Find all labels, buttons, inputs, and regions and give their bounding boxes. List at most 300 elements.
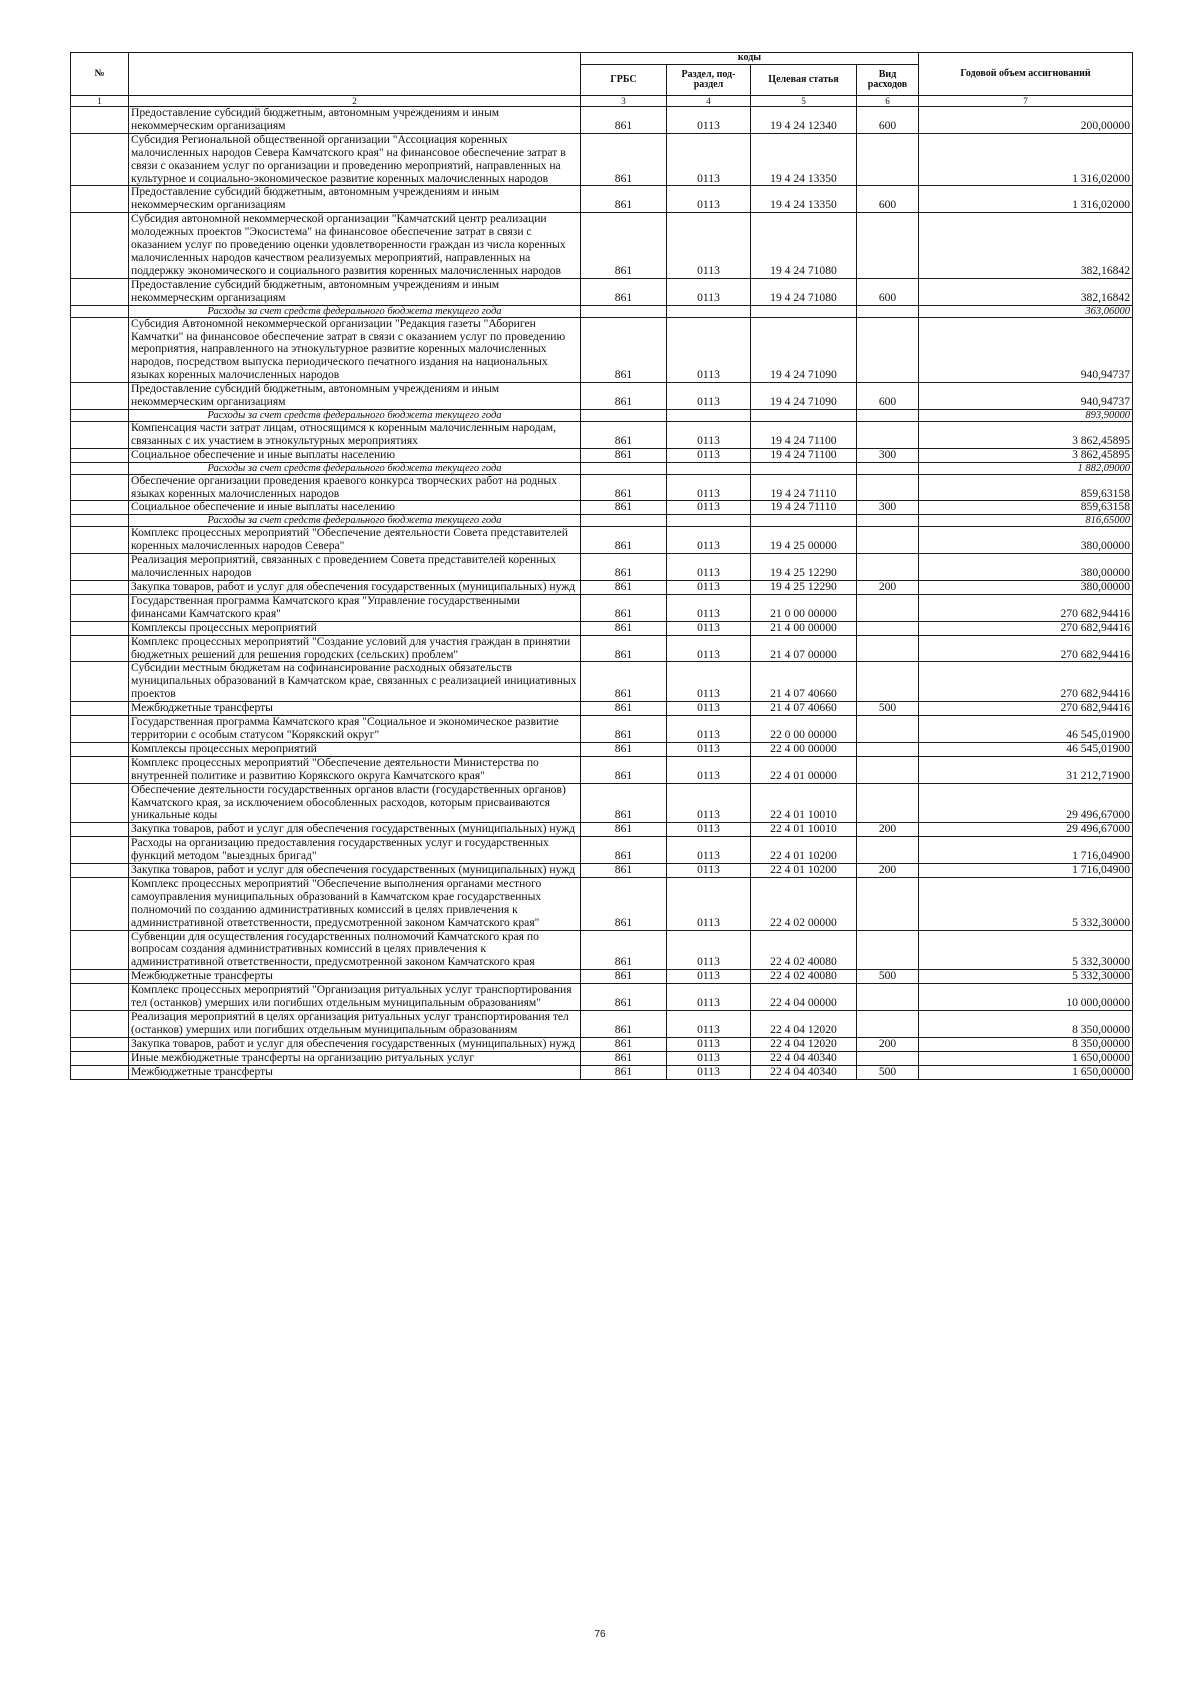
target-article-cell: 22 4 04 40340 <box>751 1051 857 1065</box>
expense-kind-cell: 300 <box>857 501 919 515</box>
expense-kind-cell <box>857 133 919 186</box>
expense-kind-cell: 200 <box>857 1037 919 1051</box>
annual-amount-cell: 3 862,45895 <box>919 448 1133 462</box>
expense-kind-cell <box>857 984 919 1011</box>
header-codes: коды <box>581 53 919 65</box>
annual-amount-cell: 5 332,30000 <box>919 877 1133 930</box>
section-cell: 0113 <box>667 581 751 595</box>
section-cell: 0113 <box>667 864 751 878</box>
row-number-cell <box>71 1011 129 1038</box>
row-description: Комплекс процессных мероприятий "Обеспечение деятельности Министерства по внутренней политике и развитию Корякского округа Камчатского края" <box>129 756 581 783</box>
target-article-cell: 22 4 04 12020 <box>751 1011 857 1038</box>
row-description: Предоставление субсидий бюджетным, автономным учреждениям и иным некоммерческим организациям <box>129 186 581 213</box>
expense-kind-cell: 500 <box>857 1065 919 1079</box>
row-number-cell <box>71 448 129 462</box>
grbs-cell: 861 <box>581 501 667 515</box>
grbs-cell: 861 <box>581 317 667 383</box>
federal-budget-label: Расходы за счет средств федерального бюджета текущего года <box>129 305 581 317</box>
table-row <box>71 186 1133 213</box>
row-description: Предоставление субсидий бюджетным, автономным учреждениям и иным некоммерческим организациям <box>129 107 581 134</box>
budget-table <box>70 52 1133 1080</box>
annual-amount-cell: 382,16842 <box>919 213 1133 279</box>
target-article-cell: 22 0 00 00000 <box>751 716 857 743</box>
grbs-cell: 861 <box>581 213 667 279</box>
grbs-cell: 861 <box>581 474 667 501</box>
grbs-cell: 861 <box>581 823 667 837</box>
expense-kind-cell <box>857 213 919 279</box>
table-row <box>71 133 1133 186</box>
row-description: Субсидия Региональной общественной организации "Ассоциация коренных малочисленных народов Севера Камчатского края" на финансовое обеспечение затрат в связи с оказанием услуг по организации и проведению мероприятий, направленных на культурное и социально-экономическое развитие коренных малочисленных народов <box>129 133 581 186</box>
row-number-cell <box>71 970 129 984</box>
annual-amount-cell: 8 350,00000 <box>919 1011 1133 1038</box>
row-number-cell <box>71 581 129 595</box>
annual-amount-cell: 1 650,00000 <box>919 1065 1133 1079</box>
grbs-cell: 861 <box>581 107 667 134</box>
section-cell: 0113 <box>667 823 751 837</box>
row-description: Социальное обеспечение и иные выплаты населению <box>129 448 581 462</box>
row-description: Компенсация части затрат лицам, относящимся к коренным малочисленным народам, связанных с их участием в этнокультурных мероприятиях <box>129 421 581 448</box>
section-cell: 0113 <box>667 716 751 743</box>
section-cell: 0113 <box>667 930 751 970</box>
grbs-cell: 861 <box>581 448 667 462</box>
table-row <box>71 421 1133 448</box>
annual-amount-cell: 29 496,67000 <box>919 783 1133 823</box>
target-article-cell: 21 4 07 40660 <box>751 662 857 702</box>
section-cell <box>667 515 751 527</box>
section-cell: 0113 <box>667 1011 751 1038</box>
row-number-cell <box>71 317 129 383</box>
section-cell: 0113 <box>667 213 751 279</box>
federal-budget-row <box>71 462 1133 474</box>
federal-budget-amount: 363,06000 <box>919 305 1133 317</box>
target-article-cell <box>751 409 857 421</box>
header-index-cell: 2 <box>129 96 581 107</box>
annual-amount-cell: 382,16842 <box>919 278 1133 305</box>
target-article-cell: 22 4 01 10010 <box>751 783 857 823</box>
annual-amount-cell: 5 332,30000 <box>919 970 1133 984</box>
grbs-cell: 861 <box>581 1011 667 1038</box>
grbs-cell: 861 <box>581 702 667 716</box>
table-row <box>71 474 1133 501</box>
table-row <box>71 383 1133 410</box>
table-row <box>71 278 1133 305</box>
annual-amount-cell: 940,94737 <box>919 383 1133 410</box>
expense-kind-cell <box>857 877 919 930</box>
expense-kind-cell <box>857 783 919 823</box>
section-cell <box>667 305 751 317</box>
expense-kind-cell <box>857 930 919 970</box>
row-number-cell <box>71 823 129 837</box>
row-number-cell <box>71 662 129 702</box>
annual-amount-cell: 380,00000 <box>919 527 1133 554</box>
row-number-cell <box>71 756 129 783</box>
annual-amount-cell: 46 545,01900 <box>919 742 1133 756</box>
target-article-cell: 19 4 24 71080 <box>751 278 857 305</box>
table-row <box>71 635 1133 662</box>
section-cell: 0113 <box>667 421 751 448</box>
row-description: Субвенции для осуществления государственных полномочий Камчатского края по вопросам создания административных комиссий в целях привлечения к административной ответственности, предусмотренной законом Камчатского края <box>129 930 581 970</box>
grbs-cell: 861 <box>581 594 667 621</box>
grbs-cell: 861 <box>581 621 667 635</box>
grbs-cell: 861 <box>581 970 667 984</box>
expense-kind-cell <box>857 515 919 527</box>
table-row <box>71 742 1133 756</box>
grbs-cell: 861 <box>581 635 667 662</box>
row-description: Межбюджетные трансферты <box>129 702 581 716</box>
federal-budget-amount: 893,90000 <box>919 409 1133 421</box>
annual-amount-cell: 10 000,00000 <box>919 984 1133 1011</box>
row-description: Закупка товаров, работ и услуг для обеспечения государственных (муниципальных) нужд <box>129 864 581 878</box>
budget-table-body <box>71 107 1133 1080</box>
header-number: № <box>71 53 129 96</box>
grbs-cell: 861 <box>581 984 667 1011</box>
grbs-cell: 861 <box>581 930 667 970</box>
budget-sheet <box>70 52 1132 1080</box>
table-row <box>71 501 1133 515</box>
row-number-cell <box>71 702 129 716</box>
table-row <box>71 554 1133 581</box>
annual-amount-cell: 270 682,94416 <box>919 621 1133 635</box>
grbs-cell <box>581 409 667 421</box>
row-number-cell <box>71 1065 129 1079</box>
row-description: Межбюджетные трансферты <box>129 1065 581 1079</box>
annual-amount-cell: 46 545,01900 <box>919 716 1133 743</box>
header-target-article: Целевая статья <box>751 65 857 96</box>
section-cell: 0113 <box>667 527 751 554</box>
row-number-cell <box>71 527 129 554</box>
row-number-cell <box>71 877 129 930</box>
row-description: Комплекс процессных мероприятий "Обеспечение деятельности Совета представителей коренных малочисленных народов Севера" <box>129 527 581 554</box>
expense-kind-cell <box>857 716 919 743</box>
grbs-cell: 861 <box>581 1065 667 1079</box>
expense-kind-cell <box>857 409 919 421</box>
row-description: Субсидия автономной некоммерческой организации "Камчатский центр реализации молодежных проектов "Экосистема" на финансовое обеспечение затрат в связи с оказанием услуг по проведению оценки удовлетворенности граждан из числа коренных малочисленных народов качеством реализуемых мероприятий, направленных на поддержку экономического и социального развития коренных малочисленных народов <box>129 213 581 279</box>
table-row <box>71 930 1133 970</box>
table-row <box>71 621 1133 635</box>
row-description: Государственная программа Камчатского края "Управление государственными финансами Камчатского края" <box>129 594 581 621</box>
row-description: Межбюджетные трансферты <box>129 970 581 984</box>
row-number-cell <box>71 864 129 878</box>
row-number-cell <box>71 515 129 527</box>
table-row <box>71 594 1133 621</box>
annual-amount-cell: 3 862,45895 <box>919 421 1133 448</box>
expense-kind-cell: 600 <box>857 107 919 134</box>
federal-budget-row <box>71 409 1133 421</box>
section-cell: 0113 <box>667 837 751 864</box>
row-number-cell <box>71 305 129 317</box>
federal-budget-label: Расходы за счет средств федерального бюджета текущего года <box>129 462 581 474</box>
target-article-cell: 22 4 01 10200 <box>751 837 857 864</box>
expense-kind-cell: 500 <box>857 702 919 716</box>
annual-amount-cell: 1 316,02000 <box>919 186 1133 213</box>
row-description: Комплексы процессных мероприятий <box>129 621 581 635</box>
table-row <box>71 317 1133 383</box>
target-article-cell: 19 4 24 13350 <box>751 186 857 213</box>
expense-kind-cell <box>857 837 919 864</box>
federal-budget-amount: 1 882,09000 <box>919 462 1133 474</box>
annual-amount-cell: 380,00000 <box>919 581 1133 595</box>
row-description: Субсидии местным бюджетам на софинансирование расходных обязательств муниципальных образований в Камчатском крае, связанных с реализацией инициативных проектов <box>129 662 581 702</box>
row-description: Социальное обеспечение и иные выплаты населению <box>129 501 581 515</box>
row-number-cell <box>71 501 129 515</box>
row-description: Государственная программа Камчатского края "Социальное и экономическое развитие территории с особым статусом "Корякский округ" <box>129 716 581 743</box>
target-article-cell: 19 4 24 71100 <box>751 421 857 448</box>
header-row-top <box>71 53 1133 65</box>
row-number-cell <box>71 278 129 305</box>
table-row <box>71 970 1133 984</box>
target-article-cell: 21 4 07 40660 <box>751 702 857 716</box>
annual-amount-cell: 270 682,94416 <box>919 594 1133 621</box>
section-cell: 0113 <box>667 474 751 501</box>
grbs-cell: 861 <box>581 383 667 410</box>
table-row <box>71 702 1133 716</box>
section-cell: 0113 <box>667 1065 751 1079</box>
table-row <box>71 716 1133 743</box>
annual-amount-cell: 859,63158 <box>919 501 1133 515</box>
header-section: Раздел, под-раздел <box>667 65 751 96</box>
header-index-cell: 7 <box>919 96 1133 107</box>
annual-amount-cell: 1 316,02000 <box>919 133 1133 186</box>
annual-amount-cell: 1 650,00000 <box>919 1051 1133 1065</box>
expense-kind-cell <box>857 635 919 662</box>
section-cell: 0113 <box>667 448 751 462</box>
target-article-cell: 21 0 00 00000 <box>751 594 857 621</box>
target-article-cell: 22 4 01 00000 <box>751 756 857 783</box>
target-article-cell: 19 4 24 71110 <box>751 501 857 515</box>
table-row <box>71 877 1133 930</box>
row-number-cell <box>71 621 129 635</box>
target-article-cell: 21 4 07 00000 <box>751 635 857 662</box>
header-index-cell: 3 <box>581 96 667 107</box>
annual-amount-cell: 29 496,67000 <box>919 823 1133 837</box>
row-description: Комплекс процессных мероприятий "Обеспечение выполнения органами местного самоуправления муниципальных образований в Камчатском крае государственных полномочий по созданию административных комиссий в целях привлечения к административной ответственности, предусмотренной законом Камчатского края" <box>129 877 581 930</box>
target-article-cell <box>751 462 857 474</box>
row-description: Иные межбюджетные трансферты на организацию ритуальных услуг <box>129 1051 581 1065</box>
expense-kind-cell <box>857 317 919 383</box>
row-number-cell <box>71 984 129 1011</box>
grbs-cell: 861 <box>581 742 667 756</box>
grbs-cell: 861 <box>581 581 667 595</box>
expense-kind-cell <box>857 662 919 702</box>
table-row <box>71 1011 1133 1038</box>
row-description: Реализация мероприятий, связанных с проведением Совета представителей коренных малочисленных народов <box>129 554 581 581</box>
section-cell: 0113 <box>667 383 751 410</box>
expense-kind-cell <box>857 421 919 448</box>
table-row <box>71 823 1133 837</box>
expense-kind-cell <box>857 527 919 554</box>
table-row <box>71 783 1133 823</box>
annual-amount-cell: 31 212,71900 <box>919 756 1133 783</box>
row-number-cell <box>71 383 129 410</box>
header-index-cell: 1 <box>71 96 129 107</box>
expense-kind-cell <box>857 474 919 501</box>
header-index-cell: 5 <box>751 96 857 107</box>
section-cell <box>667 462 751 474</box>
grbs-cell: 861 <box>581 186 667 213</box>
grbs-cell: 861 <box>581 877 667 930</box>
row-description: Обеспечение организации проведения краевого конкурса творческих работ на родных языках коренных малочисленных народов <box>129 474 581 501</box>
expense-kind-cell: 600 <box>857 186 919 213</box>
row-number-cell <box>71 635 129 662</box>
target-article-cell: 19 4 24 71080 <box>751 213 857 279</box>
target-article-cell: 22 4 04 00000 <box>751 984 857 1011</box>
table-row <box>71 662 1133 702</box>
section-cell: 0113 <box>667 317 751 383</box>
grbs-cell <box>581 462 667 474</box>
target-article-cell: 19 4 24 71100 <box>751 448 857 462</box>
target-article-cell: 22 4 01 10010 <box>751 823 857 837</box>
annual-amount-cell: 940,94737 <box>919 317 1133 383</box>
federal-budget-label: Расходы за счет средств федерального бюджета текущего года <box>129 409 581 421</box>
grbs-cell: 861 <box>581 783 667 823</box>
header-index-row <box>71 96 1133 107</box>
target-article-cell: 22 4 02 40080 <box>751 930 857 970</box>
row-number-cell <box>71 1051 129 1065</box>
expense-kind-cell <box>857 462 919 474</box>
row-number-cell <box>71 783 129 823</box>
row-description: Субсидия Автономной некоммерческой организации "Редакция газеты "Абориген Камчатки" на финансовое обеспечение затрат в связи с оказанием услуг по проведению мероприятия, направленного на этнокультурное развитие коренных малочисленных народов, посредством выпуска периодического печатного издания на национальных языках коренных малочисленных народов <box>129 317 581 383</box>
expense-kind-cell <box>857 742 919 756</box>
header-grbs: ГРБС <box>581 65 667 96</box>
target-article-cell: 22 4 04 12020 <box>751 1037 857 1051</box>
expense-kind-cell <box>857 621 919 635</box>
row-description: Комплекс процессных мероприятий "Создание условий для участия граждан в принятии бюджетных решений для решения городских (сельских) проблем" <box>129 635 581 662</box>
row-number-cell <box>71 554 129 581</box>
annual-amount-cell: 1 716,04900 <box>919 864 1133 878</box>
table-row <box>71 984 1133 1011</box>
annual-amount-cell: 270 682,94416 <box>919 662 1133 702</box>
annual-amount-cell: 5 332,30000 <box>919 930 1133 970</box>
section-cell: 0113 <box>667 278 751 305</box>
section-cell: 0113 <box>667 783 751 823</box>
row-number-cell <box>71 462 129 474</box>
section-cell: 0113 <box>667 1037 751 1051</box>
grbs-cell: 861 <box>581 662 667 702</box>
annual-amount-cell: 380,00000 <box>919 554 1133 581</box>
grbs-cell: 861 <box>581 278 667 305</box>
grbs-cell: 861 <box>581 133 667 186</box>
row-description: Закупка товаров, работ и услуг для обеспечения государственных (муниципальных) нужд <box>129 581 581 595</box>
target-article-cell: 21 4 00 00000 <box>751 621 857 635</box>
target-article-cell: 19 4 25 12290 <box>751 581 857 595</box>
expense-kind-cell: 300 <box>857 448 919 462</box>
table-row <box>71 448 1133 462</box>
header-index-cell: 4 <box>667 96 751 107</box>
table-row <box>71 581 1133 595</box>
row-description: Закупка товаров, работ и услуг для обеспечения государственных (муниципальных) нужд <box>129 1037 581 1051</box>
row-number-cell <box>71 837 129 864</box>
grbs-cell <box>581 305 667 317</box>
row-description: Обеспечение деятельности государственных органов власти (государственных органов) Камчатского края, за исключением обособленных расходов, которым присваиваются уникальные коды <box>129 783 581 823</box>
grbs-cell: 861 <box>581 756 667 783</box>
table-row <box>71 1037 1133 1051</box>
target-article-cell: 22 4 02 00000 <box>751 877 857 930</box>
federal-budget-row <box>71 305 1133 317</box>
section-cell: 0113 <box>667 662 751 702</box>
annual-amount-cell: 200,00000 <box>919 107 1133 134</box>
section-cell: 0113 <box>667 107 751 134</box>
target-article-cell <box>751 515 857 527</box>
row-description: Предоставление субсидий бюджетным, автономным учреждениям и иным некоммерческим организациям <box>129 383 581 410</box>
expense-kind-cell <box>857 554 919 581</box>
row-number-cell <box>71 930 129 970</box>
expense-kind-cell: 500 <box>857 970 919 984</box>
target-article-cell: 22 4 00 00000 <box>751 742 857 756</box>
grbs-cell: 861 <box>581 716 667 743</box>
section-cell: 0113 <box>667 742 751 756</box>
expense-kind-cell: 200 <box>857 581 919 595</box>
row-number-cell <box>71 421 129 448</box>
header-expense-kind: Вид расходов <box>857 65 919 96</box>
target-article-cell: 19 4 24 71090 <box>751 383 857 410</box>
row-description: Комплексы процессных мероприятий <box>129 742 581 756</box>
grbs-cell <box>581 515 667 527</box>
expense-kind-cell <box>857 1011 919 1038</box>
federal-budget-row <box>71 515 1133 527</box>
section-cell: 0113 <box>667 877 751 930</box>
row-number-cell <box>71 1037 129 1051</box>
annual-amount-cell: 8 350,00000 <box>919 1037 1133 1051</box>
header-annual-volume: Годовой объем ассигнований <box>919 53 1133 96</box>
row-description: Комплекс процессных мероприятий "Организация ритуальных услуг транспортирования тел (останков) умерших или погибших отдельным муниципальным образованиям" <box>129 984 581 1011</box>
target-article-cell: 19 4 25 00000 <box>751 527 857 554</box>
section-cell: 0113 <box>667 554 751 581</box>
grbs-cell: 861 <box>581 864 667 878</box>
expense-kind-cell: 600 <box>857 383 919 410</box>
target-article-cell: 22 4 01 10200 <box>751 864 857 878</box>
row-number-cell <box>71 594 129 621</box>
target-article-cell: 19 4 24 71110 <box>751 474 857 501</box>
table-row <box>71 107 1133 134</box>
grbs-cell: 861 <box>581 837 667 864</box>
row-number-cell <box>71 186 129 213</box>
grbs-cell: 861 <box>581 554 667 581</box>
row-number-cell <box>71 133 129 186</box>
expense-kind-cell: 200 <box>857 864 919 878</box>
section-cell: 0113 <box>667 970 751 984</box>
section-cell <box>667 409 751 421</box>
section-cell: 0113 <box>667 621 751 635</box>
row-description: Реализация мероприятий в целях организация ритуальных услуг транспортирования тел (останков) умерших или погибших отдельным муниципальным образованиям <box>129 1011 581 1038</box>
table-row <box>71 864 1133 878</box>
target-article-cell: 22 4 04 40340 <box>751 1065 857 1079</box>
federal-budget-amount: 816,65000 <box>919 515 1133 527</box>
section-cell: 0113 <box>667 594 751 621</box>
table-row <box>71 1065 1133 1079</box>
grbs-cell: 861 <box>581 1037 667 1051</box>
section-cell: 0113 <box>667 702 751 716</box>
row-number-cell <box>71 742 129 756</box>
annual-amount-cell: 270 682,94416 <box>919 702 1133 716</box>
row-number-cell <box>71 716 129 743</box>
table-row <box>71 837 1133 864</box>
page-number: 76 <box>594 1629 606 1640</box>
expense-kind-cell <box>857 756 919 783</box>
annual-amount-cell: 270 682,94416 <box>919 635 1133 662</box>
header-index-cell: 6 <box>857 96 919 107</box>
row-number-cell <box>71 107 129 134</box>
row-description: Расходы на организацию предоставления государственных услуг и государственных функций методом "выездных бригад" <box>129 837 581 864</box>
expense-kind-cell <box>857 305 919 317</box>
table-row <box>71 527 1133 554</box>
section-cell: 0113 <box>667 756 751 783</box>
section-cell: 0113 <box>667 1051 751 1065</box>
target-article-cell: 19 4 24 71090 <box>751 317 857 383</box>
table-row <box>71 1051 1133 1065</box>
row-description: Закупка товаров, работ и услуг для обеспечения государственных (муниципальных) нужд <box>129 823 581 837</box>
annual-amount-cell: 1 716,04900 <box>919 837 1133 864</box>
table-row <box>71 213 1133 279</box>
